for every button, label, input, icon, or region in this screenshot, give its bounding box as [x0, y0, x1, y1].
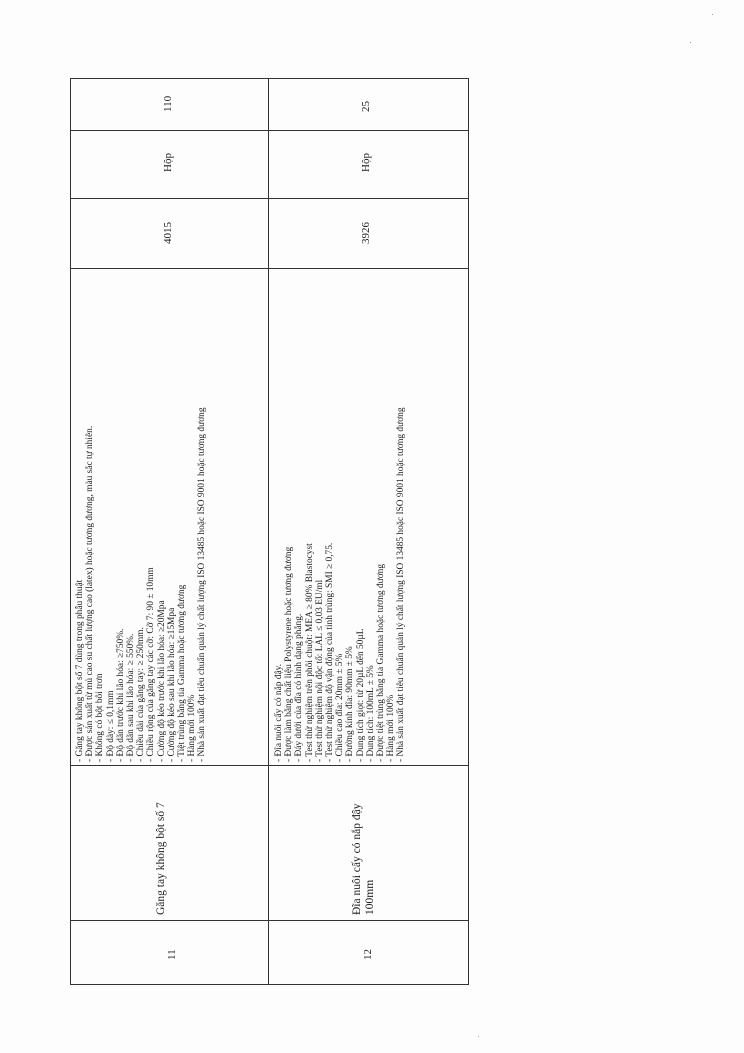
spec-line: - Nhà sản xuất đạt tiêu chuẩn quản lý chất lượng ISO 13485 hoặc ISO 9001 hoặc tương đương — [197, 407, 208, 762]
table-border-top — [70, 78, 469, 79]
spec-line: - Test thử nghiệm độ vận động của tinh trùng: SMI ≥ 0,75. — [324, 542, 335, 762]
spec-line: - Được sản xuất từ mủ cao su chất lượng cao (latex) hoặc tương đương, màu sắc tự nhiên. — [85, 425, 96, 762]
row-unit: Hộp — [360, 153, 372, 172]
row-quantity: 25 — [360, 101, 372, 112]
spec-line: - Tiệt trùng bằng tia Gamma hoặc tương đương — [176, 584, 187, 762]
table-row-divider — [268, 78, 269, 985]
spec-line: - Chiều dài của găng tay: ≥ 250mm. — [136, 627, 147, 762]
spec-line: - Được làm bằng chất liệu Polystyrene hoặc tương đương — [284, 546, 295, 762]
spec-line: - Nhà sản xuất đạt tiêu chuẩn quản lý chất lượng ISO 13485 hoặc ISO 9001 hoặc tương đương — [396, 407, 407, 762]
spec-line: - Test thử nghiệm nội độc tố: LAL ≤ 0,03 EU/ml — [314, 579, 325, 762]
row-stt: 12 — [362, 949, 374, 960]
spec-line: - Độ dãn trước khi lão hóa: ≥750%. — [115, 628, 126, 762]
spec-line: - Chiều cao đĩa: 20mm ± 5% — [335, 653, 346, 762]
col-divider-name-stt — [70, 920, 469, 921]
spec-line: - Test thử nghiệm trên phôi chuột: MEA ≥ 80% Blastocyst — [304, 543, 315, 762]
row-spec-list — [274, 407, 406, 762]
row-spec-list — [75, 407, 207, 762]
spec-line: - Găng tay không bột số 7 dùng trong phẫu thuật — [75, 579, 85, 762]
spec-line: - Chiều rộng của găng tay các cỡ: Cỡ 7: 90 ± 10mm — [146, 567, 157, 762]
table-border-right — [468, 78, 469, 985]
row-item-name-text: Găng tay không bột số 7 — [155, 802, 167, 915]
scan-speck — [712, 14, 713, 15]
row-quantity: 110 — [162, 95, 174, 112]
row-item-name — [155, 795, 168, 915]
spec-line: - Độ dày: ≤ 0,1mm — [105, 690, 116, 762]
spec-line: - Đáy dưới của đĩa có hình dạng phẳng. — [294, 613, 305, 762]
row-unit: Hộp — [162, 153, 174, 172]
col-divider-unit-code — [70, 198, 469, 199]
row-item-name — [351, 795, 377, 915]
spec-line: - Hàng mới 100% — [187, 694, 198, 762]
spec-line: - Hàng mới 100% — [386, 694, 397, 762]
row-code: 4015 — [162, 222, 174, 244]
col-divider-qty-unit — [70, 130, 469, 131]
scan-speck — [690, 42, 691, 43]
spec-line: - Độ dãn sau khi lão hóa: ≥ 550%. — [125, 633, 136, 762]
row-stt: 11 — [166, 949, 178, 960]
spec-line: - Đường kính đĩa: 90mm ± 5% — [345, 646, 356, 762]
spec-line: - Cường độ kéo sau khi lão hóa: ≥15Mpa — [166, 607, 177, 762]
col-divider-spec-name — [70, 765, 469, 766]
spec-line: - Không có bột bôi trơn — [95, 673, 106, 762]
spec-line: - Dung tích giọt: từ 20µL đến 50µL — [355, 628, 366, 762]
row-item-name-text: Đĩa nuôi cấy có nắp đậy 100mm — [351, 803, 376, 915]
spec-line: - Cường độ kéo trước khi lão hóa: ≥20Mpa — [156, 600, 167, 762]
spec-line: - Dung tích: 100mL ± 5% — [365, 665, 376, 762]
spec-line: - Được tiệt trùng bằng tia Gamma hoặc tương đương — [375, 563, 386, 762]
col-divider-code-spec — [70, 268, 469, 269]
spec-line: - Đĩa nuôi cấy có nắp đậy. — [274, 663, 284, 762]
table-border-bottom — [70, 984, 469, 985]
scan-speck — [478, 1036, 479, 1037]
table-border-left — [70, 78, 71, 985]
row-code: 3926 — [360, 222, 372, 244]
